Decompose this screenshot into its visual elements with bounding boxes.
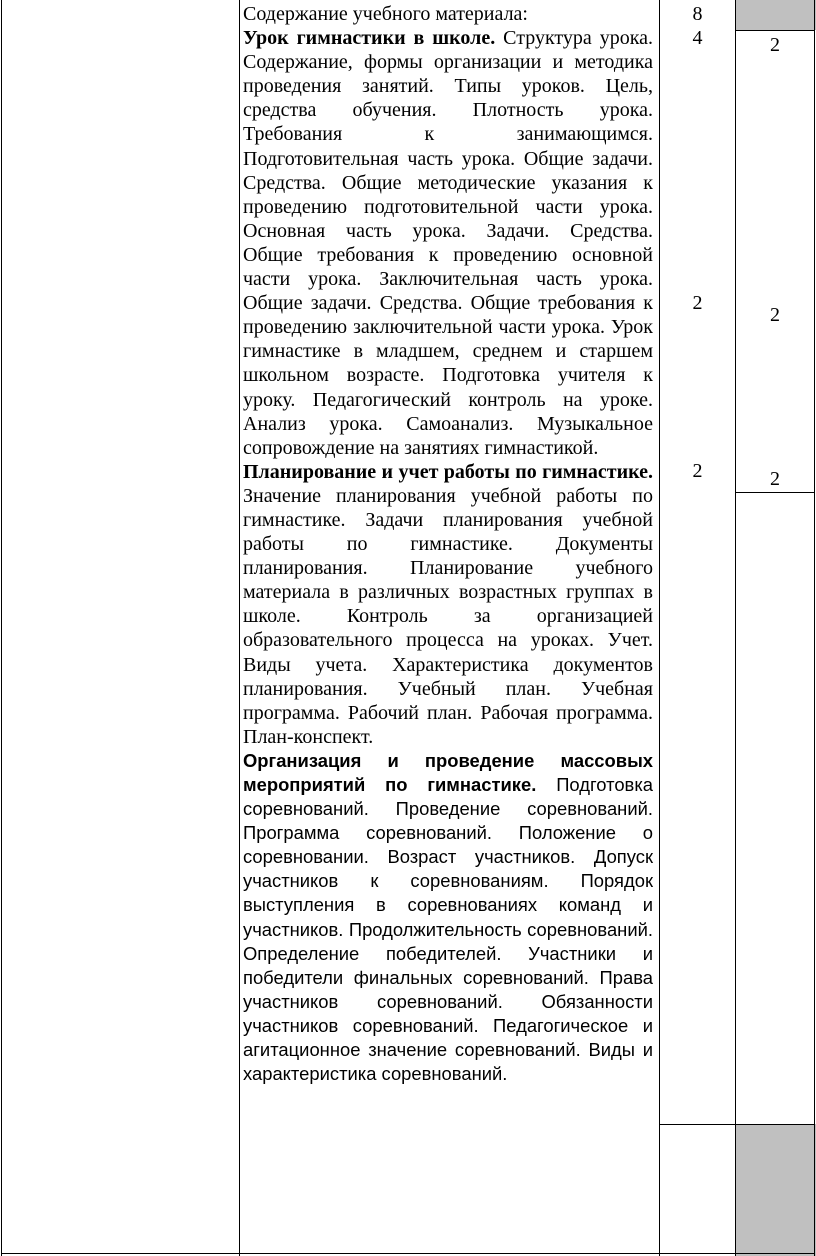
table-divider-3 [735, 0, 736, 1256]
level-value-2: 2 [770, 304, 780, 326]
topic-lesson-title: Урок гимнастики в школе. [243, 27, 496, 50]
topic-lesson-text: Структура урока. Содержание, формы организации и методика проведения занятий. Типы уроков. Цель, средства обучения. Плотность урока. Требования к занимающимся. Подготовительная часть урока. Общие задачи. Средства. Общие методические указания к проведению подготовительной части урока. Основная часть урока. Задачи. Средства. Общие требования к проведению основной части урока. Заключительная часть урока. Общие задачи. Средства. Общие требования к проведению заключительной части урока. Урок гимнастике в младшем, среднем и старшем школьном возрасте. Подготовка учителя к уроку. Педагогический контроль на уроке. Анализ урока. Самоанализ. Музыкальное сопровождение на занятиях гимнастикой. [243, 27, 653, 459]
topic-planning-text: Значение планирования учебной работы по гимнастике. Задачи планирования учебной работы по гимнастике. Документы планирования. Планирование учебного материала в различных возрастных группах в школе. Контроль за организацией образовательного процесса на уроках. Учет. Виды учета. Характеристика документов планирования. Учебный план. Учебная программа. Рабочий план. Рабочая программа. План-конспект. [243, 484, 653, 748]
topic-lesson [243, 26, 653, 460]
topic-events-title: Организация и проведение массовых мероприятий по гимнастике. [243, 749, 653, 795]
table-divider-1 [239, 0, 240, 1256]
material-content [243, 2, 653, 1086]
table-border-right [814, 0, 815, 1256]
table-divider-2 [659, 0, 660, 1256]
level-value-3: 2 [770, 468, 780, 490]
shaded-cell-bottom [735, 1124, 816, 1256]
table-row-line-3 [659, 1124, 815, 1125]
hours-value-1: 4 [692, 27, 703, 49]
topic-planning-title: Планирование и учет работы по гимнастике. [243, 460, 653, 483]
table-border-left [1, 0, 2, 1256]
topic-events [243, 749, 653, 1086]
topic-planning [243, 460, 653, 749]
topic-events-text: Подготовка соревнований. Проведение соревнований. Программа соревнований. Положение о соревновании. Возраст участников. Допуск участников к соревнованиям. Порядок выступления в соревнованиях команд и участников. Продолжительность соревнований. Определение победителей. Участники и победители финальных соревнований. Права участников соревнований. Обязанности участников соревнований. Педагогическое и агитационное значение соревнований. Виды и характеристика соревнований. [243, 774, 653, 1085]
table-row-line-2 [735, 492, 815, 493]
table-row-line-1 [735, 30, 815, 31]
table-border-bottom [1, 1253, 815, 1254]
hours-value-3: 2 [692, 460, 703, 482]
shaded-cell-top [735, 0, 816, 30]
section-title: Содержание учебного материала: [243, 3, 528, 25]
level-value-1: 2 [770, 34, 780, 56]
hours-total: 8 [692, 3, 703, 25]
hours-value-2: 2 [692, 292, 703, 314]
